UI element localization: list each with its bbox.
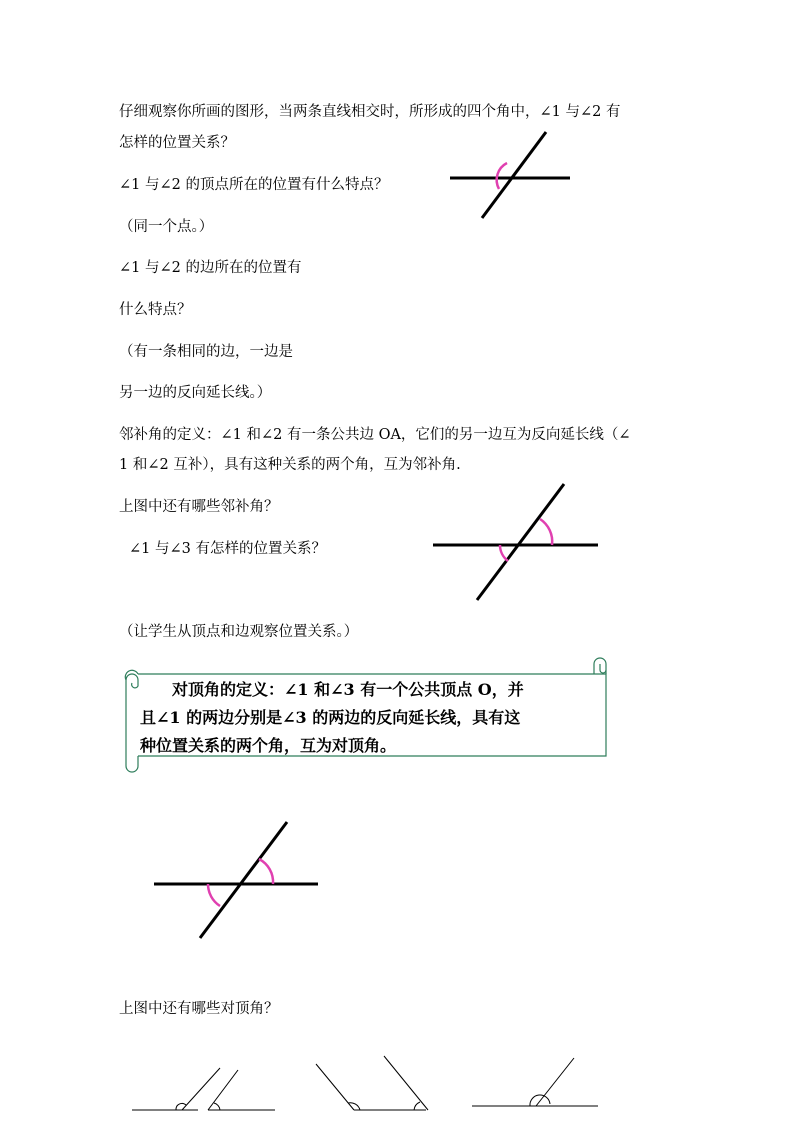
- intersecting-lines-figure-1: [440, 120, 580, 230]
- vertical-angle-definition: [140, 676, 600, 760]
- angle-arc: [259, 859, 273, 884]
- angle-arc: [540, 519, 552, 545]
- angle-arc: [500, 545, 508, 561]
- question-sides-a: ∠1 与∠2 的边所在的位置有: [119, 260, 302, 276]
- definition-line-2: 且∠1 的两边分别是∠3 的两边的反向延长线，具有这: [140, 708, 521, 727]
- answer-sides-a: （有一条相同的边，一边是: [119, 344, 293, 360]
- answer-vertex: （同一个点。）: [119, 219, 214, 235]
- intersecting-lines-figure-3: [148, 818, 328, 943]
- angle-arc: [208, 884, 220, 906]
- angle-sketch-2: [308, 1052, 438, 1118]
- question-line-1b: 怎样的位置关系？: [119, 135, 235, 151]
- question-sides-b: 什么特点？: [119, 302, 192, 318]
- question-other-vertical: 上图中还有哪些对顶角？: [119, 1001, 279, 1017]
- adjacent-angle-definition-b: 1 和∠2 互补），具有这种关系的两个角，互为邻补角.: [119, 457, 461, 473]
- angle-sketch-1: [130, 1060, 280, 1120]
- question-angle-1-3: ∠1 与∠3 有怎样的位置关系？: [129, 541, 326, 557]
- answer-observe: （让学生从顶点和边观察位置关系。）: [119, 624, 359, 640]
- question-vertex: ∠1 与∠2 的顶点所在的位置有什么特点？: [119, 177, 389, 193]
- definition-line-1: 对顶角的定义：∠1 和∠3 有一个公共顶点 O，并: [172, 680, 524, 699]
- intersecting-lines-figure-2: [425, 478, 605, 608]
- definition-line-3: 种位置关系的两个角，互为对顶角。: [140, 736, 397, 755]
- question-other-adjacent: 上图中还有哪些邻补角？: [119, 499, 279, 515]
- angle-sketch-3: [470, 1054, 602, 1116]
- adjacent-angle-definition-a: 邻补角的定义：∠1 和∠2 有一条公共边 OA，它们的另一边互为反向延长线（∠: [119, 427, 631, 443]
- question-line-1a: 仔细观察你所画的图形，当两条直线相交时，所形成的四个角中，∠1 与∠2 有: [119, 104, 621, 120]
- answer-sides-b: 另一边的反向延长线。）: [119, 385, 272, 401]
